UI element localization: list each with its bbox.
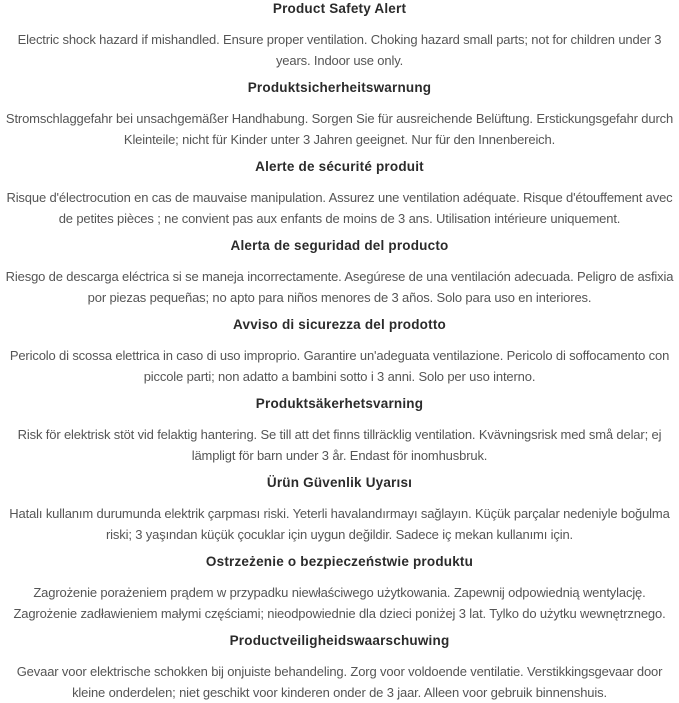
safety-section-spanish	[5, 238, 674, 308]
section-title-turkish: Ürün Güvenlik Uyarısı	[266, 475, 413, 490]
section-body-dutch: Gevaar voor elektrische schokken bij onjuiste behandeling. Zorg voor voldoende ventilatie. Verstikkingsgevaar door kleine onderdelen; niet geschikt voor kinderen onder de 3 jaar. Alleen voor gebruik binnenshuis.	[16, 664, 663, 700]
section-body-english: Electric shock hazard if mishandled. Ensure proper ventilation. Choking hazard small parts; not for children under 3 years. Indoor use only.	[17, 32, 662, 68]
safety-section-french	[5, 159, 674, 229]
section-title-swedish: Produktsäkerhetsvarning	[255, 396, 424, 411]
section-body-turkish: Hatalı kullanım durumunda elektrik çarpması riski. Yeterli havalandırmayı sağlayın. Küçük parçalar nedeniyle boğulma riski; 3 yaşından küçük çocuklar için uygun değildir. Sadece iç mekan kullanımı için.	[9, 506, 670, 542]
section-body-spanish: Riesgo de descarga eléctrica si se maneja incorrectamente. Asegúrese de una ventilación adecuada. Peligro de asfixia por piezas pequeñas; no apto para niños menores de 3 años. Solo para uso en interiores.	[5, 269, 674, 305]
section-body-swedish: Risk för elektrisk stöt vid felaktig hantering. Se till att det finns tillräcklig ventilation. Kvävningsrisk med små delar; ej lämpligt för barn under 3 år. Endast för inomhusbruk.	[17, 427, 662, 463]
safety-section-swedish	[5, 396, 674, 466]
section-title-french: Alerte de sécurité produit	[255, 159, 424, 174]
safety-section-turkish	[5, 475, 674, 545]
safety-section-italian	[5, 317, 674, 387]
section-title-polish: Ostrzeżenie o bezpieczeństwie produktu	[205, 554, 474, 569]
section-title-spanish: Alerta de seguridad del producto	[230, 238, 449, 253]
section-body-italian: Pericolo di scossa elettrica in caso di uso improprio. Garantire un'adeguata ventilazione. Pericolo di soffocamento con piccole parti; non adatto a bambini sotto i 3 anni. Solo per uso interno.	[9, 348, 670, 384]
safety-section-polish	[5, 554, 674, 624]
safety-section-german	[5, 80, 674, 150]
section-body-polish: Zagrożenie porażeniem prądem w przypadku niewłaściwego użytkowania. Zapewnij odpowiednią wentylację. Zagrożenie zadławieniem małymi częściami; nieodpowiednie dla dzieci poniżej 3 lat. Tylko do użytku wewnętrznego.	[13, 585, 666, 621]
section-title-german: Produktsicherheitswarnung	[247, 80, 432, 95]
safety-section-english	[5, 1, 674, 71]
section-body-german: Stromschlaggefahr bei unsachgemäßer Handhabung. Sorgen Sie für ausreichende Belüftung. Erstickungsgefahr durch Kleinteile; nicht für Kinder unter 3 Jahren geeignet. Nur für den Innenbereich.	[5, 111, 674, 147]
safety-section-dutch	[5, 633, 674, 703]
section-title-italian: Avviso di sicurezza del prodotto	[233, 317, 446, 332]
section-body-french: Risque d'électrocution en cas de mauvaise manipulation. Assurez une ventilation adéquate. Risque d'étouffement avec de petites pièces ; ne convient pas aux enfants de moins de 3 ans. Utilisation intérieure uniquement.	[6, 190, 673, 226]
section-title-dutch: Productveiligheidswaarschuwing	[229, 633, 450, 648]
section-title-english: Product Safety Alert	[272, 1, 407, 16]
